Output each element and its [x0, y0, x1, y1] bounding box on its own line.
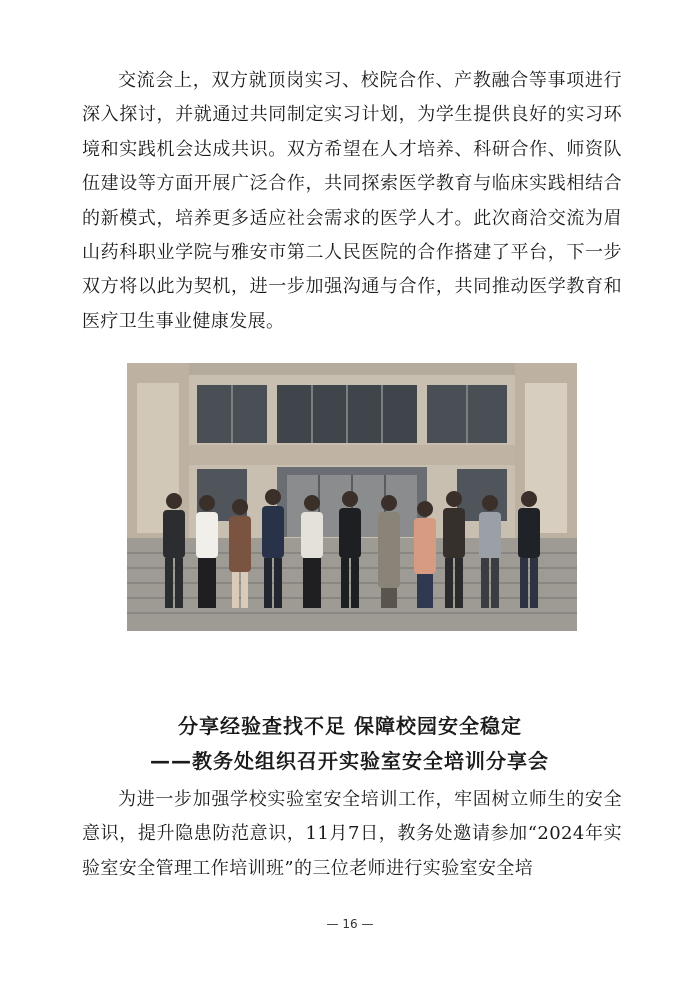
section-body-paragraph: 为进一步加强学校实验室安全培训工作，牢固树立师生的安全意识，提升隐患防范意识，11月7日，教务处邀请参加“2024年实验室安全管理工作培训班”的三位老师进行实验室安全培	[82, 789, 622, 879]
section-title: 分享经验查找不足 保障校园安全稳定	[178, 714, 522, 738]
group-photo-illustration	[127, 363, 577, 631]
group-photo	[127, 363, 577, 631]
section-subtitle: ——教务处组织召开实验室安全培训分享会	[150, 749, 549, 773]
body-paragraph: 交流会上，双方就顶岗实习、校院合作、产教融合等事项进行深入探讨，并就通过共同制定实习计划，为学生提供良好的实习环境和实践机会达成共识。双方希望在人才培养、科研合作、师资队伍建设等方面开展广泛合作，共同探索医学教育与临床实践相结合的新模式，培养更多适应社会需求的医学人才。此次商洽交流为眉山药科职业学院与雅安市第二人民医院的合作搭建了平台，下一步双方将以此为契机，进一步加强沟通与合作，共同推动医学教育和医疗卫生事业健康发展。	[82, 70, 622, 332]
page-number: — 16 —	[326, 917, 374, 931]
